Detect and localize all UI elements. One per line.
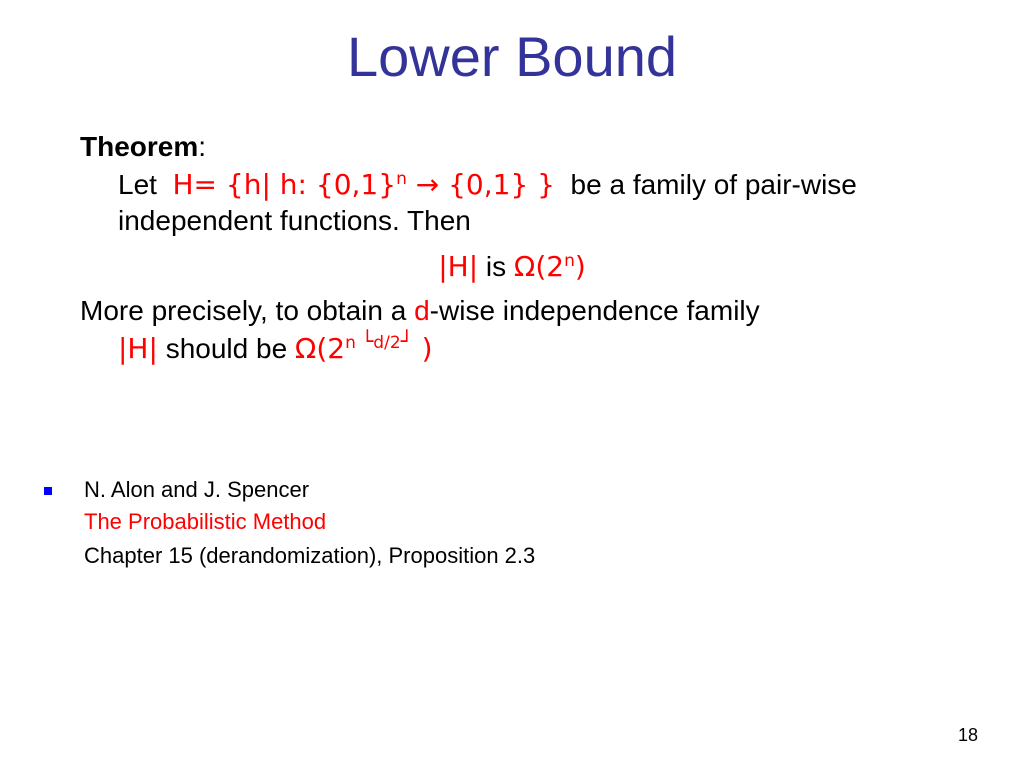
let-suffix: be a family of pair-wise [570, 169, 857, 200]
page-number: 18 [958, 725, 979, 745]
precise-statement-line-1 [80, 294, 760, 328]
reference-authors: N. Alon and J. Spencer [84, 477, 310, 502]
reference-book-title: The Probabilistic Method [84, 509, 327, 534]
theorem-colon: : [198, 131, 207, 162]
omega-close: ) [574, 250, 586, 283]
floor-inner: d/2 [373, 333, 401, 353]
family-definition-end: → {0,1} } [406, 168, 555, 201]
precise-suffix: -wise independence family [429, 295, 760, 326]
omega-close-precise: ) [421, 332, 433, 365]
is-word: is [485, 251, 507, 282]
theorem-heading [80, 130, 206, 164]
abs-h-precise: |H| [118, 332, 158, 365]
floor-open-symbol: └ [361, 329, 374, 353]
theorem-statement-line-1 [118, 168, 857, 202]
omega-bound-precise [294, 329, 433, 365]
omega-bound [514, 250, 586, 283]
family-exponent: n [396, 169, 407, 189]
precise-statement-line-2 [118, 329, 433, 366]
omega-exponent: n [564, 251, 575, 271]
d-variable: d [414, 295, 430, 326]
abs-h: |H| [438, 250, 479, 283]
theorem-statement-line-2: independent functions. Then [118, 205, 471, 236]
exponent-n: n [345, 333, 356, 353]
precise-prefix: More precisely, to obtain a [80, 295, 415, 326]
theorem-conclusion [0, 250, 1024, 284]
reference-chapter: Chapter 15 (derandomization), Proposition 2.3 [84, 543, 536, 568]
theorem-label: Theorem [80, 131, 199, 162]
should-be-text: should be [165, 333, 288, 364]
omega-exponent-precise [345, 329, 413, 353]
let-word: Let [118, 169, 157, 200]
family-definition-start: H= {h| h: {0,1} [172, 168, 397, 201]
slide-title: Lower Bound [346, 25, 677, 88]
family-definition [173, 168, 555, 201]
square-bullet-icon [44, 487, 52, 495]
floor-close-symbol: ┘ [400, 329, 413, 353]
omega-open: Ω(2 [513, 250, 565, 283]
omega-open-precise: Ω(2 [294, 332, 346, 365]
